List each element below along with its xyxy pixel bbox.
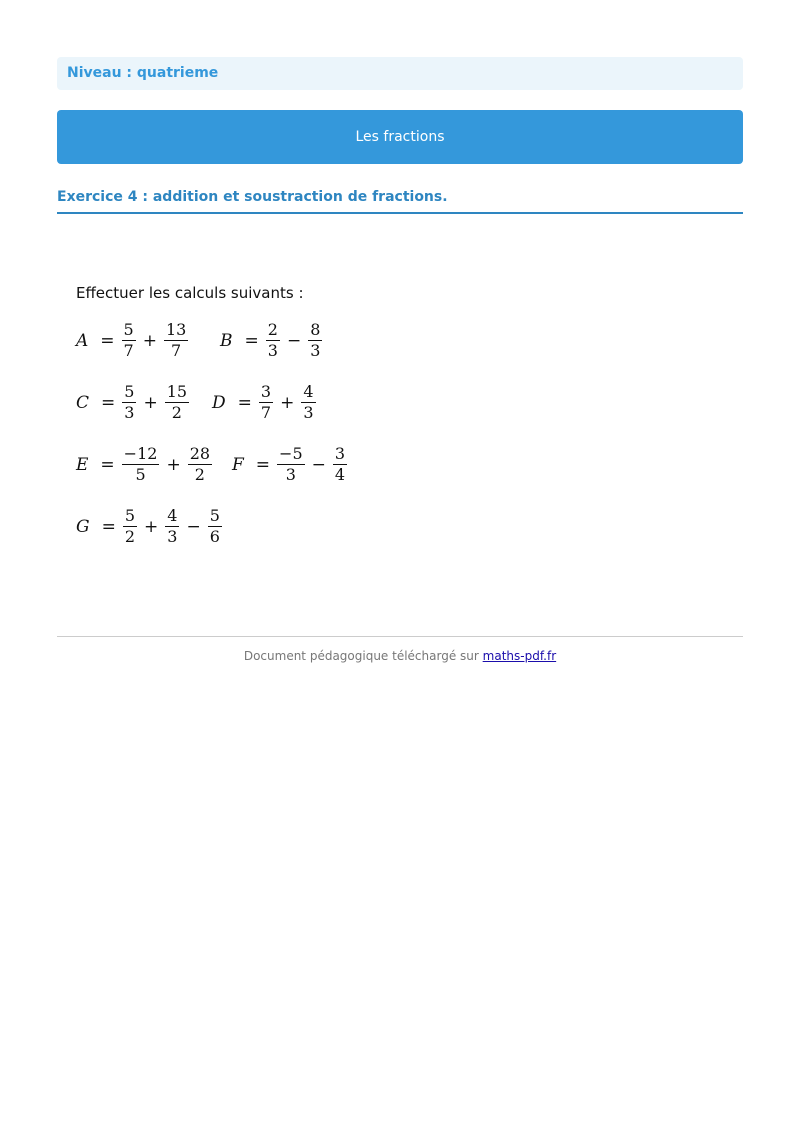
equation-variable: A xyxy=(76,330,89,351)
fraction xyxy=(308,320,322,361)
equation-variable: B xyxy=(220,330,233,351)
footer xyxy=(0,649,800,663)
numerator: 15 xyxy=(166,382,188,401)
equation-variable: F xyxy=(232,454,244,475)
fraction xyxy=(301,382,315,423)
equation-variable: C xyxy=(76,392,90,413)
footer-text: Document pédagogique téléchargé sur xyxy=(243,649,479,663)
equals-sign: = xyxy=(100,454,115,475)
fraction xyxy=(259,382,273,423)
fraction xyxy=(188,444,212,485)
numerator: −12 xyxy=(123,444,158,463)
level-label: Niveau : quatrieme xyxy=(67,65,219,81)
equation-variable: G xyxy=(76,516,90,537)
denominator: 7 xyxy=(260,403,272,422)
footer-divider xyxy=(57,636,743,637)
fraction xyxy=(165,382,189,423)
equation-e xyxy=(76,444,213,485)
operator: + xyxy=(142,330,157,351)
fraction xyxy=(122,320,136,361)
denominator: 3 xyxy=(285,465,296,484)
fraction xyxy=(277,444,305,485)
equation-g xyxy=(76,506,223,547)
operator: − xyxy=(286,330,302,351)
equals-sign: = xyxy=(255,454,271,475)
operator: + xyxy=(280,392,295,413)
equals-sign: = xyxy=(237,392,252,413)
fraction xyxy=(266,320,280,361)
equation-a xyxy=(76,320,189,361)
numerator: 13 xyxy=(165,320,187,339)
denominator: 3 xyxy=(310,341,321,360)
operator: − xyxy=(186,516,201,537)
denominator: 2 xyxy=(124,527,136,546)
exercise-heading xyxy=(57,186,743,214)
title-banner xyxy=(57,110,743,164)
operator: + xyxy=(144,516,159,537)
numerator: 5 xyxy=(209,506,220,525)
numerator: 2 xyxy=(267,320,278,339)
fraction xyxy=(208,506,222,547)
numerator: 5 xyxy=(124,506,136,525)
numerator: 5 xyxy=(123,320,134,339)
denominator: 3 xyxy=(267,341,278,360)
operator: − xyxy=(311,454,326,475)
numerator: 3 xyxy=(260,382,272,401)
page-title: Les fractions xyxy=(355,129,445,145)
equation-c xyxy=(76,382,190,423)
level-box xyxy=(57,57,743,90)
operator: + xyxy=(166,454,181,475)
equals-sign: = xyxy=(244,330,259,351)
denominator: 2 xyxy=(171,403,182,422)
fraction xyxy=(165,506,179,547)
denominator: 4 xyxy=(334,465,346,484)
equation-variable: D xyxy=(212,392,226,413)
fraction xyxy=(122,382,136,423)
numerator: 5 xyxy=(124,382,135,401)
fraction xyxy=(122,444,160,485)
exercise-title: Exercice 4 : addition et soustraction de fractions. xyxy=(57,189,448,205)
fraction xyxy=(333,444,347,485)
denominator: 6 xyxy=(209,527,220,546)
denominator: 3 xyxy=(303,403,314,422)
numerator: 4 xyxy=(167,506,178,525)
denominator: 3 xyxy=(167,527,178,546)
equals-sign: = xyxy=(101,516,116,537)
equation-b xyxy=(220,320,323,361)
denominator: 3 xyxy=(124,403,135,422)
equation-f xyxy=(232,444,348,485)
footer-link[interactable]: maths-pdf.fr xyxy=(482,649,557,663)
instruction-text: Effectuer les calculs suivants : xyxy=(76,284,304,302)
numerator: 8 xyxy=(310,320,321,339)
numerator: 3 xyxy=(334,444,346,463)
equals-sign: = xyxy=(100,330,115,351)
numerator: 28 xyxy=(189,444,211,463)
equals-sign: = xyxy=(101,392,116,413)
numerator: −5 xyxy=(279,444,303,463)
denominator: 5 xyxy=(135,465,146,484)
numerator: 4 xyxy=(303,382,314,401)
equation-variable: E xyxy=(76,454,89,475)
fraction xyxy=(164,320,188,361)
fraction xyxy=(123,506,137,547)
equation-d xyxy=(212,382,317,423)
operator: + xyxy=(143,392,158,413)
denominator: 2 xyxy=(194,465,205,484)
denominator: 7 xyxy=(171,341,182,360)
denominator: 7 xyxy=(123,341,134,360)
